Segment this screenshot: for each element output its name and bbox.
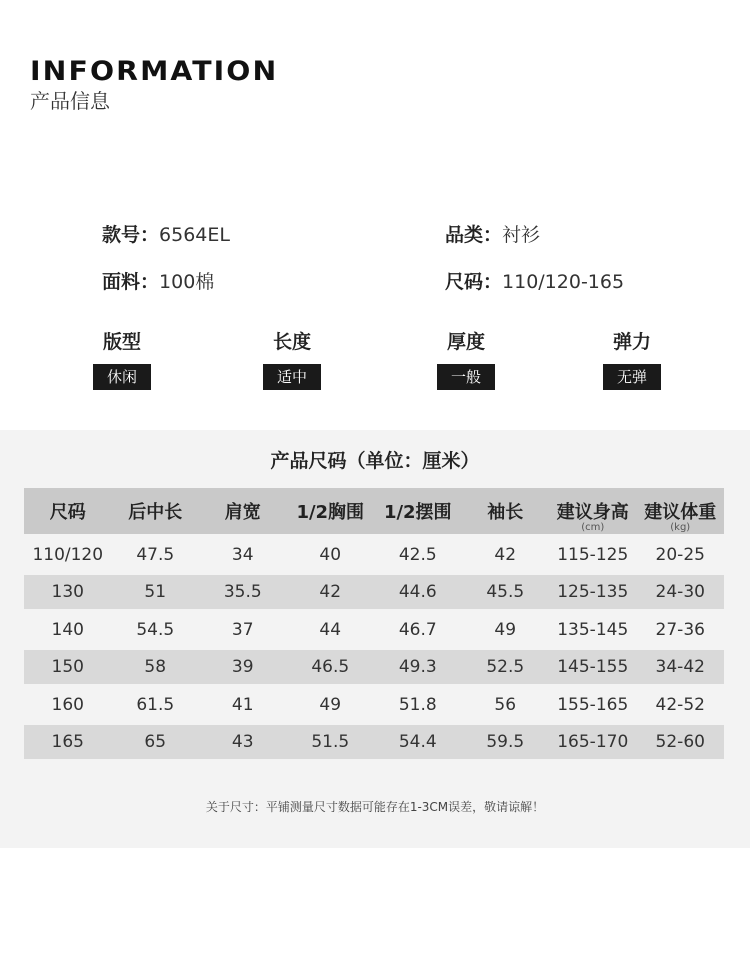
- table-cell: 24-30: [637, 575, 725, 609]
- table-row: [24, 650, 724, 684]
- table-cell: 140: [51, 619, 84, 640]
- info-size: [445, 267, 624, 294]
- info-size-value: 110/120-165: [502, 271, 625, 293]
- attr-fit-tag: 休闲: [93, 364, 151, 390]
- table-cell: 110/120: [32, 544, 104, 565]
- info-fabric-label: 面料：: [102, 271, 160, 293]
- table-cell: 42-52: [655, 694, 705, 715]
- table-cell: 37: [231, 619, 254, 640]
- table-cell: 44.6: [374, 575, 462, 609]
- table-cell: 46.5: [287, 650, 375, 684]
- table-cell: 44: [319, 619, 342, 640]
- table-cell: 39: [199, 650, 287, 684]
- table-cell: 56: [494, 694, 517, 715]
- attr-length: [232, 330, 352, 390]
- size-table-body: [24, 534, 724, 759]
- table-cell: 46.7: [398, 619, 437, 640]
- col-half-hem: 1/2摆围: [374, 488, 462, 534]
- attr-stretch-tag: 无弹: [603, 364, 661, 390]
- table-cell: 49: [319, 694, 342, 715]
- col-weight: [637, 488, 725, 534]
- table-cell: 165: [24, 725, 112, 759]
- table-row: [24, 609, 724, 650]
- info-style-no-value: 6564EL: [159, 224, 230, 246]
- col-height-unit: (cm): [581, 522, 605, 533]
- table-cell: 20-25: [655, 544, 705, 565]
- col-height-label: 建议身高: [556, 502, 629, 523]
- table-cell: 54.4: [374, 725, 462, 759]
- attr-stretch-label: 弹力: [612, 331, 651, 353]
- info-fabric-value: 100棉: [159, 271, 215, 293]
- table-cell: 155-165: [557, 694, 629, 715]
- info-category-value: 衬衫: [502, 224, 541, 246]
- size-chart-section: [0, 430, 750, 848]
- col-height: [549, 488, 637, 534]
- table-cell: 58: [112, 650, 200, 684]
- table-cell: 54.5: [136, 619, 175, 640]
- table-cell: 150: [24, 650, 112, 684]
- table-cell: 34: [231, 544, 254, 565]
- table-cell: 160: [51, 694, 84, 715]
- table-cell: 40: [319, 544, 342, 565]
- info-size-label: 尺码：: [445, 271, 503, 293]
- table-cell: 34-42: [637, 650, 725, 684]
- page-header: [30, 56, 279, 114]
- attr-fit-label: 版型: [102, 331, 141, 353]
- size-note: 关于尺寸：平铺测量尺寸数据可能存在1-3CM误差，敬请谅解！: [205, 800, 545, 814]
- size-table-header-row: [24, 488, 724, 534]
- attr-length-tag: 适中: [263, 364, 321, 390]
- table-cell: 52.5: [462, 650, 550, 684]
- table-cell: 42: [494, 544, 517, 565]
- table-row: [24, 575, 724, 609]
- table-cell: 27-36: [655, 619, 705, 640]
- info-fabric: [102, 267, 214, 294]
- table-cell: 47.5: [136, 544, 175, 565]
- info-style-no-label: 款号：: [102, 224, 160, 246]
- table-cell: 42: [287, 575, 375, 609]
- table-cell: 65: [112, 725, 200, 759]
- col-back-length: 后中长: [112, 488, 200, 534]
- col-weight-label: 建议体重: [644, 502, 717, 523]
- table-cell: 59.5: [462, 725, 550, 759]
- col-size: 尺码: [24, 488, 112, 534]
- attr-fit: [62, 330, 182, 390]
- table-row: [24, 534, 724, 575]
- table-cell: 125-135: [549, 575, 637, 609]
- attr-thickness-tag: 一般: [437, 364, 495, 390]
- table-cell: 49.3: [374, 650, 462, 684]
- table-cell: 51.8: [398, 694, 437, 715]
- table-cell: 135-145: [557, 619, 629, 640]
- attr-thickness: [406, 330, 526, 390]
- table-row: [24, 725, 724, 759]
- size-table: [24, 488, 724, 759]
- table-cell: 115-125: [557, 544, 629, 565]
- col-weight-unit: (kg): [670, 522, 691, 533]
- attr-stretch: [572, 330, 692, 390]
- info-category: [445, 220, 540, 247]
- table-row: [24, 684, 724, 725]
- table-cell: 43: [199, 725, 287, 759]
- col-sleeve: 袖长: [462, 488, 550, 534]
- size-chart-title: 产品尺码（单位：厘米）: [270, 450, 480, 472]
- col-shoulder: 肩宽: [199, 488, 287, 534]
- table-cell: 49: [494, 619, 517, 640]
- table-cell: 41: [231, 694, 254, 715]
- page-title-en: INFORMATION: [30, 56, 279, 87]
- table-cell: 145-155: [549, 650, 637, 684]
- page-title-cn: 产品信息: [30, 89, 110, 113]
- table-cell: 130: [24, 575, 112, 609]
- attr-thickness-label: 厚度: [446, 331, 485, 353]
- table-cell: 51.5: [287, 725, 375, 759]
- table-cell: 45.5: [462, 575, 550, 609]
- info-category-label: 品类：: [445, 224, 503, 246]
- table-cell: 61.5: [136, 694, 175, 715]
- table-cell: 42.5: [398, 544, 437, 565]
- table-cell: 35.5: [199, 575, 287, 609]
- table-cell: 165-170: [549, 725, 637, 759]
- info-style-no: [102, 220, 230, 247]
- attr-length-label: 长度: [272, 331, 311, 353]
- col-half-chest: 1/2胸围: [287, 488, 375, 534]
- table-cell: 51: [112, 575, 200, 609]
- table-cell: 52-60: [637, 725, 725, 759]
